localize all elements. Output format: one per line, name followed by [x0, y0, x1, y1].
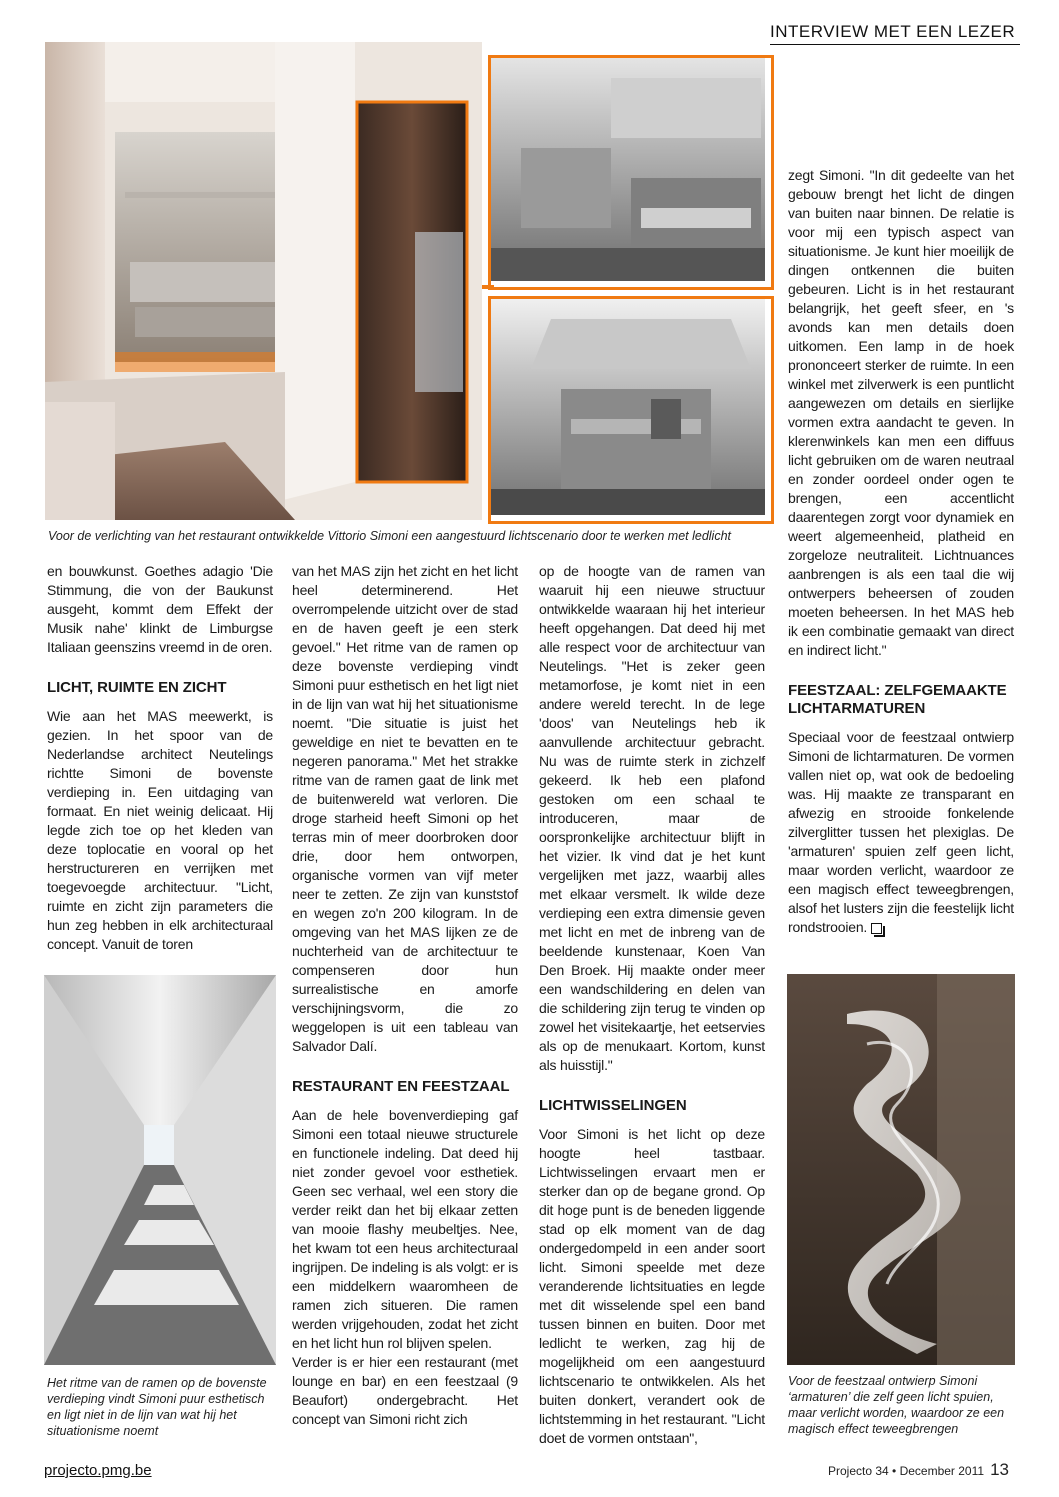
page-number: 13	[990, 1460, 1009, 1479]
footer-issue	[828, 1460, 1009, 1480]
column-4	[788, 166, 1014, 937]
heading-licht-ruimte-zicht: LICHT, RUIMTE EN ZICHT	[47, 679, 227, 696]
restaurant-photo	[45, 42, 482, 520]
col1-paragraph-2: Wie aan het MAS meewerkt, is gezien. In het spoor van de Nederlandse architect Neutelings richtte Simoni de bovenste verdieping in. Een uitdaging van formaat. En niet weinig delicaat. Hij legde zich toe op het kleden van deze toplocatie en vooral op het herstructureren en verrijken met toegevoegde architectuur. "Licht, ruimte en zicht zijn parameters die hun zeg hebben in elk architecturaal concept. Vanuit de toren	[47, 708, 273, 952]
heading-lichtwisselingen: LICHTWISSELINGEN	[539, 1097, 687, 1114]
footer-issue-text: Projecto 34 • December 2011	[828, 1464, 985, 1478]
footer-website-link[interactable]: projecto.pmg.be	[44, 1462, 152, 1479]
heading-feestzaal: FEESTZAAL: ZELFGEMAAKTE LICHTARMATUREN	[788, 682, 1007, 717]
col2-paragraph-3: Verder is er hier een restaurant (met lounge en bar) en een feestzaal (9 Beaufort) ondergebracht. Het concept van Simoni richt zich	[292, 1354, 518, 1427]
column-1	[47, 562, 273, 954]
col3-paragraph-1: op de hoogte van de ramen van waaruit hij een nieuwe structuur ontwikkelde waaraan hij het interieur heeft opgehangen. Dat deed hij met alle respect voor de architectuur van Neutelings. "Het is zeker geen metamorfose, je komt niet in een andere wereld terecht. In de lege 'doos' van Neutelings heb ik aanvullende architectuur gebracht. Nu was de ruimte sterk in zichzelf gekeerd. Ik heb een plafond gestoken om een schaal te introduceren, maar de oorspronkelijke architectuur blijft in het vizier. Ik vind dat je het kunt vergelijken met jazz, waarbij alles met elkaar versmelt. Ik wilde deze verdieping een extra dimensie geven met licht en met de inbreng van de beeldende kunstenaar, Koen Van Den Broek. Hij maakte onder meer een wandschildering en delen van die schildering zijn terug te vinden op zowel het visitekaartje, het eetservies als op de menukaart. Kortom, kunst als huisstijl."	[539, 563, 765, 1073]
corridor-caption: Het ritme van de ramen op de bovenste verdieping vindt Simoni puur esthetisch en ligt niet in de lijn van wat hij het situationisme noemt	[47, 1376, 267, 1438]
kitchen-photo-top	[488, 55, 774, 290]
kitchen-photo-bottom	[488, 296, 774, 524]
chandelier-photo	[787, 974, 1015, 1365]
heading-restaurant-feestzaal: RESTAURANT EN FEESTZAAL	[292, 1078, 510, 1095]
end-of-article-icon	[871, 923, 882, 934]
col2-paragraph-1: van het MAS zijn het zicht en het licht heel determinerend. Het overrompelende uitzicht over de stad en de haven geeft je een sterk gevoel." Het ritme van de ramen op deze bovenste verdieping vindt Simoni puur esthetisch en het ligt niet in de lijn van wat hij het situationisme noemt. "Die situatie is juist het geweldige en niet te bevatten en te negeren panorama." Met het strakke ritme van de ramen gaat de link met de buitenwereld wat verloren. Die droge starheid heeft Simoni op het terras min of meer doorbroken door drie, door hem ontworpen, organische vormen van vijf meter neer te zetten. Ze zijn van kunststof en wegen zo'n 200 kilogram. In de omgeving van het MAS lijken ze de nuchterheid van de architectuur te compenseren door hun surrealistische en amorfe verschijningsvorm, die zo weggelopen is uit een tableau van Salvador Dalí.	[292, 563, 518, 1054]
corridor-photo	[44, 975, 276, 1365]
col3-paragraph-2: Voor Simoni is het licht op deze hoogte heel tastbaar. Lichtwisselingen ervaart men er sterker dan op de begane grond. Op dit hoge punt is de beneden liggende stad op elk moment van de dag ondergedompeld in een ander soort licht. Simoni speelde met deze veranderende lichtsituaties en legde met dit wisselende spel een band tussen binnen en buiten. Door met ledlicht te werken, zag hij de mogelijkheid om een aangestuurd lichtscenario te ontwikkelen. Als het buiten donkert, verandert ook de lichtstemming in het restaurant. "Licht doet de vormen ontstaan",	[539, 1126, 765, 1446]
column-3	[539, 562, 765, 1448]
section-title: INTERVIEW MET EEN LEZER	[770, 22, 1020, 45]
main-caption: Voor de verlichting van het restaurant ontwikkelde Vittorio Simoni een aangestuurd lichtscenario door te werken met ledlicht	[48, 529, 732, 543]
chandelier-caption: Voor de feestzaal ontwierp Simoni ‘armaturen’ die zelf geen licht spuien, maar verlicht worden, waardoor ze een magisch effect teweegbrengen	[788, 1374, 1005, 1436]
orange-divider	[482, 285, 494, 289]
col4-paragraph-1: zegt Simoni. "In dit gedeelte van het gebouw brengt het licht de dingen van buiten naar binnen. De relatie is voor mij een typisch aspect van situationisme. Je kunt hier moeilijk de dingen ontkennen die buiten gebeuren. Licht is in het restaurant belangrijk, het geeft sfeer, en 's avonds kan men details doen uitkomen. Een lamp in de hoek prononceert sterker de ruimte. In een winkel met zilverwerk is een puntlicht aangewezen om details en sierlijke vormen extra aandacht te geven. In klerenwinkels kan men een diffuus licht gebruiken om de waren neutraal en zonder oordeel onder ogen te brengen, een accentlicht daarentegen zorgt voor dynamiek en weert algemeenheid, platheid en zorgeloze neutraliteit. Lichtnuances aanbrengen is als een taal die wij ontwerpers beheersen of zouden moeten beheersen. In het MAS heb ik een combinatie gemaakt van direct en indirect licht."	[788, 167, 1014, 658]
col4-paragraph-2-text: Speciaal voor de feestzaal ontwierp Simoni de lichtarmaturen. De vormen vallen niet op, wat ook de bedoeling was. Hij maakte ze transparant en afwezig en strooide fonkelende zilverglitter tussen het plexiglas. De 'armaturen' spuien zelf geen licht, maar worden verlicht, waardoor ze een magisch effect teweegbrengen, alsof het lusters zijn die feestelijk licht rondstrooien.	[788, 729, 1014, 935]
column-2	[292, 562, 518, 1429]
col2-paragraph-2: Aan de hele bovenverdieping gaf Simoni een totaal nieuwe structurele en functionele indeling. Dat deed hij niet zonder gevoel voor esthetiek. Geen sec verhaal, wel een story die verder reikt dan het bij elkaar zetten van mooie flashy meubeltjes. Nee, het kwam tot een heus architecturaal ingrijpen. De indeling is als volgt: er is een middelkern waaromheen de ramen zich situeren. Die ramen werden vrijgehouden, zodat het zicht en het licht hun rol blijven spelen.	[292, 1107, 518, 1351]
col1-paragraph-1: en bouwkunst. Goethes adagio 'Die Stimmung, die von der Baukunst ausgeht, kommt dem Effekt der Musik nahe' klinkt de Limburgse Italiaan geenszins vreemd in de oren.	[47, 563, 273, 655]
col4-paragraph-2	[788, 728, 1014, 937]
